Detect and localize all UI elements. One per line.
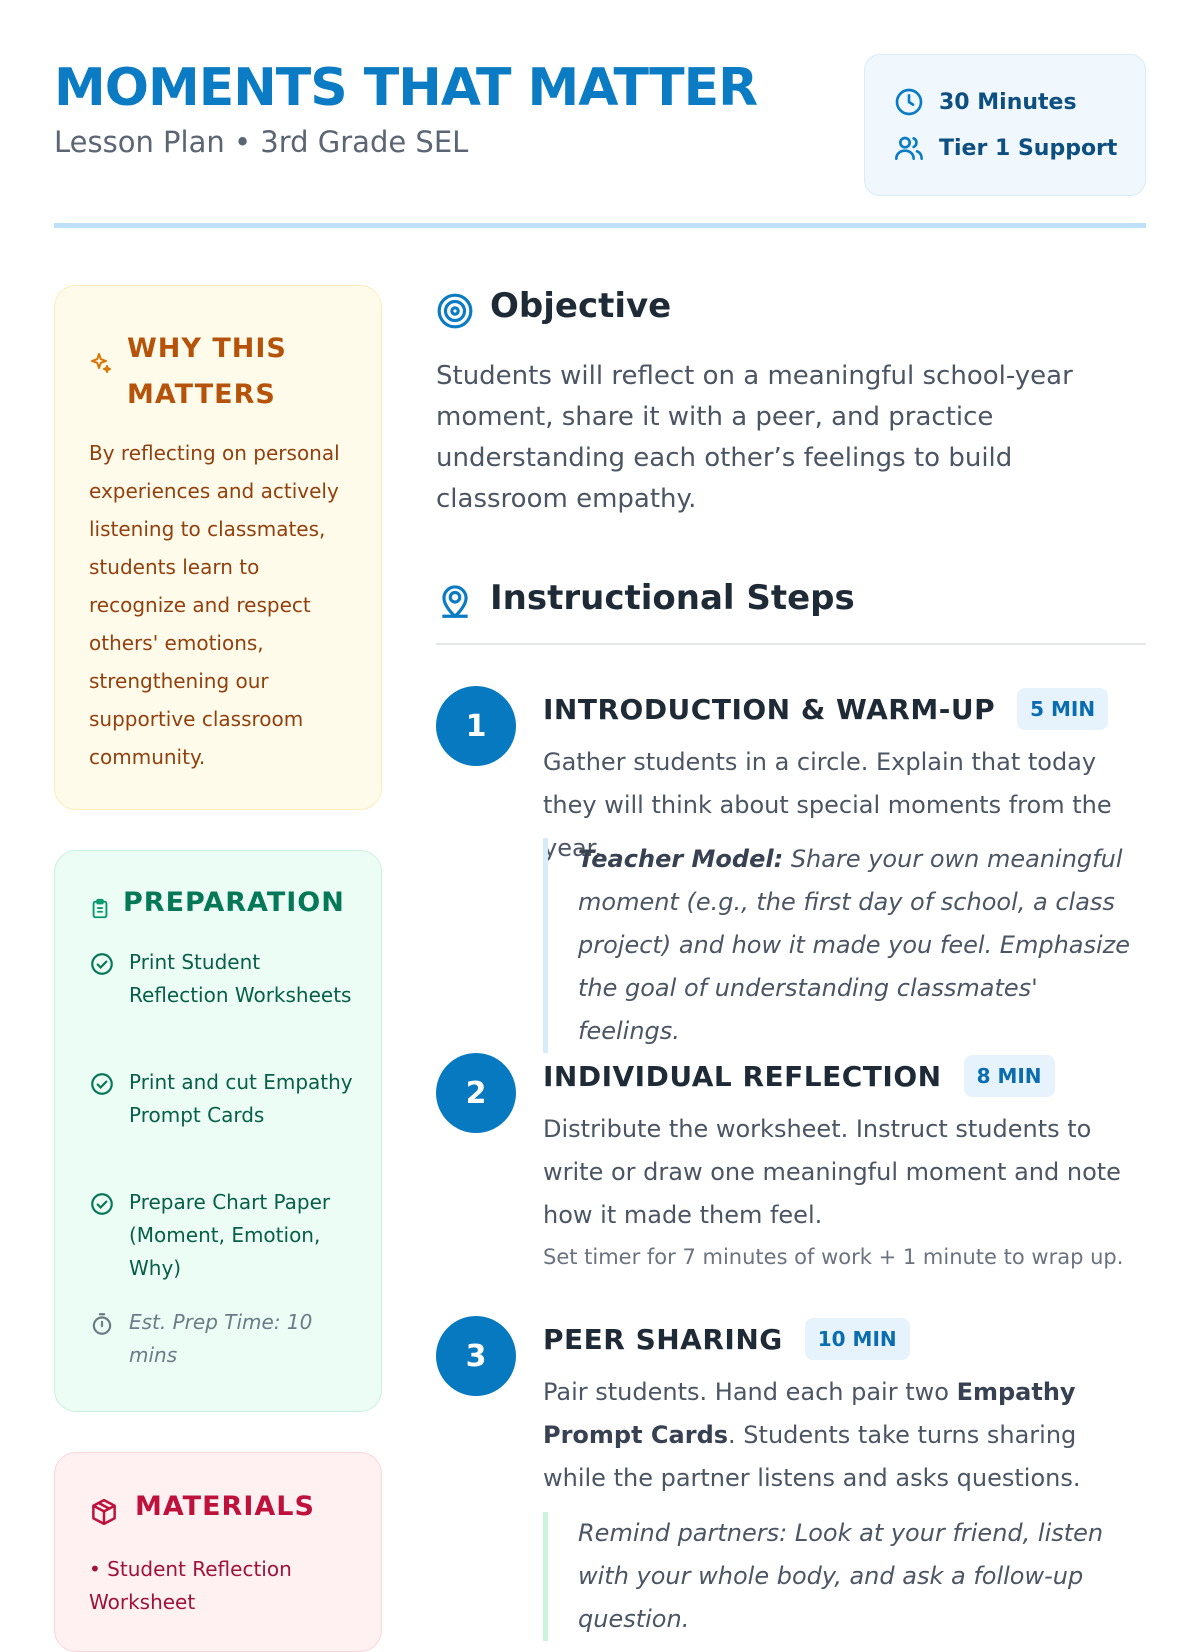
prep-item-text: Print and cut Empathy Prompt Cards: [129, 1070, 353, 1127]
step-note: Set timer for 7 minutes of work + 1 minute to wrap up.: [543, 1245, 1124, 1269]
step-title: INTRODUCTION & WARM-UP: [543, 692, 996, 726]
teacher-model-text: Share your own meaningful moment (e.g., the first day of school, a class project) and how it made you feel. Emphasize the goal of understanding classmates' feelings.: [578, 845, 1131, 1045]
teacher-model-label: Teacher Model:: [578, 845, 784, 873]
support-text: Tier 1 Support: [939, 135, 1118, 161]
step-number: 3: [436, 1316, 516, 1396]
why-card: [54, 285, 382, 810]
materials-title: MATERIALS: [135, 1491, 315, 1522]
page-subtitle: Lesson Plan • 3rd Grade SEL: [54, 125, 469, 159]
page-title: MOMENTS THAT MATTER: [54, 58, 758, 118]
clock-icon: [893, 86, 925, 118]
check-circle-icon: [89, 1191, 115, 1217]
step-time-badge: 5 MIN: [1017, 688, 1108, 730]
target-icon: [436, 292, 474, 330]
prep-item-text: Print Student Reflection Worksheets: [129, 950, 352, 1007]
check-circle-icon: [89, 951, 115, 977]
step-3: [436, 1316, 1146, 1633]
preparation-card: [54, 850, 382, 1412]
prep-item: [89, 946, 359, 1012]
step-1: [436, 686, 1146, 1045]
package-icon: [89, 1497, 119, 1527]
step-2: [436, 1053, 1146, 1283]
step-header: [543, 1316, 910, 1362]
duration-text: 30 Minutes: [939, 89, 1077, 115]
check-circle-icon: [89, 1071, 115, 1097]
partner-reminder-note: Remind partners: Look at your friend, listen with your whole body, and ask a follow-up question.: [543, 1512, 1143, 1641]
prep-item-text: Prepare Chart Paper (Moment, Emotion, Why): [129, 1190, 331, 1280]
step-number: 1: [436, 686, 516, 766]
prep-time-text: Est. Prep Time: 10 mins: [129, 1310, 313, 1367]
empathy-cards-emphasis: Empathy Prompt Cards: [543, 1378, 1076, 1449]
why-body: By reflecting on personal experiences and actively listening to classmates, students learn to recognize and respect others' emotions, strengthening our supportive classroom community.: [89, 441, 340, 769]
users-icon: [893, 132, 925, 164]
prep-item: [89, 1066, 359, 1132]
why-title: WHY THIS MATTERS: [127, 333, 287, 410]
step-title: INDIVIDUAL REFLECTION: [543, 1059, 942, 1093]
sparkles-icon: [89, 351, 113, 375]
clipboard-icon: [89, 898, 111, 920]
prep-time: [89, 1306, 359, 1372]
teacher-model-note: [543, 838, 1143, 1053]
header-divider: [54, 223, 1146, 228]
steps-title: Instructional Steps: [490, 578, 855, 618]
step-number: 2: [436, 1053, 516, 1133]
step-header: [543, 1053, 1055, 1099]
materials-card: [54, 1452, 382, 1652]
step-time-badge: 8 MIN: [964, 1055, 1055, 1097]
preparation-title: PREPARATION: [123, 887, 345, 918]
objective-title: Objective: [490, 286, 672, 326]
duration-row: [893, 84, 1077, 120]
materials-item: • Student Reflection Worksheet: [89, 1557, 292, 1614]
step-body: Distribute the worksheet. Instruct students to write or draw one meaningful moment and note how it made them feel.: [543, 1115, 1121, 1229]
step-body-text: Pair students. Hand each pair two: [543, 1378, 957, 1406]
objective-text: Students will reflect on a meaningful school-year moment, share it with a peer, and practice understanding each other’s feelings to build classroom empathy.: [436, 361, 1073, 514]
presenter-icon: [436, 583, 474, 621]
step-title: PEER SHARING: [543, 1322, 783, 1356]
lesson-meta-box: [864, 54, 1146, 196]
support-row: [893, 130, 1117, 166]
header: [54, 50, 1146, 230]
step-body-text: . Students take turns sharing while the partner listens and asks questions.: [543, 1421, 1081, 1492]
step-body: [543, 1371, 1143, 1500]
step-header: [543, 686, 1108, 732]
prep-item: [89, 1186, 359, 1285]
step-time-badge: 10 MIN: [805, 1318, 910, 1360]
steps-divider: [436, 643, 1146, 645]
timer-icon: [89, 1311, 115, 1337]
step-body: Gather students in a circle. Explain that today they will think about special moments from the year.: [543, 748, 1112, 862]
